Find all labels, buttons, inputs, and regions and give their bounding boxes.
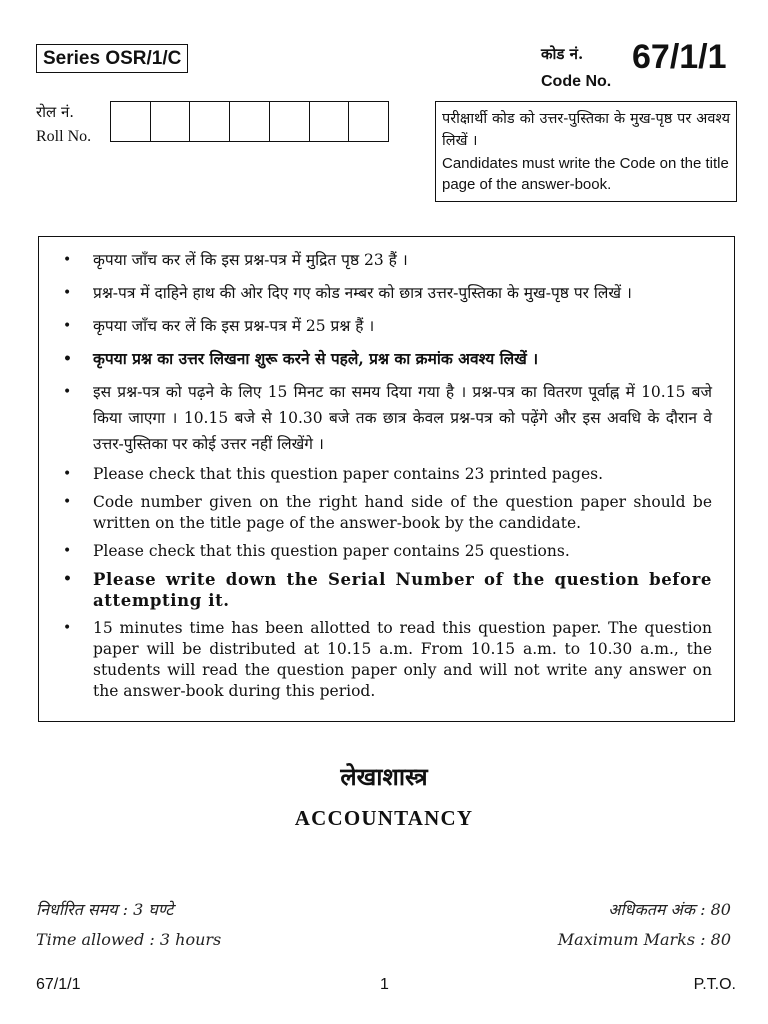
time-allowed: Time allowed : 3 hours [36,930,222,949]
instruction-text: कृपया जाँच कर लें कि इस प्रश्न-पत्र में मुद्रित पृष्ठ 23 हैं । [93,251,408,269]
instruction-text: कृपया जाँच कर लें कि इस प्रश्न-पत्र में 25 प्रश्न हैं । [93,317,375,335]
series-label: Series OSR/1/C [36,44,188,73]
instruction-item [61,618,712,702]
bullet-icon: • [63,285,72,301]
bullet-icon: • [63,571,73,587]
instruction-text: Code number given on the right hand side of the question paper should be written on the title page of the answer-book by the candidate. [93,493,712,532]
page-number: 1 [380,976,389,993]
instruction-item [61,313,712,339]
instruction-text: Please write down the Serial Number of the question before attempting it. [93,570,712,610]
roll-box[interactable] [151,102,191,142]
roll-box[interactable] [310,102,350,142]
code-number: 67/1/1 [632,38,727,76]
roll-box[interactable] [270,102,310,142]
bullet-icon: • [63,351,72,367]
subject-title-hindi: लेखाशास्त्र [340,762,428,791]
footer-code: 67/1/1 [36,976,81,993]
code-label-hindi: कोड नं. [541,45,584,63]
instruction-text: इस प्रश्न-पत्र को पढ़ने के लिए 15 मिनट का समय दिया गया है । प्रश्न-पत्र का वितरण पूर्वाह्न में 10.15 बजे किया जाएगा । 10.15 बजे से 10.30 बजे तक छात्र केवल प्रश्न-पत्र को पढ़ेंगे और इस अवधि के दौरान वे उत्तर-पुस्तिका पर कोई उत्तर नहीं लिखेंगे । [93,383,712,453]
bullet-icon: • [63,494,72,510]
code-instruction-box [435,101,737,202]
roll-box[interactable] [230,102,270,142]
maximum-marks-hindi: अधिकतम अंक : 80 [608,900,731,919]
instruction-item [61,492,712,534]
bullet-icon: • [63,466,72,482]
instruction-item [61,379,712,457]
instruction-text: 15 minutes time has been allotted to read this question paper. The question paper will be distributed at 10.15 a.m. From 10.15 a.m. to 10.30 a.m., the students will read the question paper only and will not write any answer on the answer-book during this period. [93,619,712,700]
code-note-english: Candidates must write the Code on the title page of the answer-book. [442,155,729,193]
instruction-text: प्रश्न-पत्र में दाहिने हाथ की ओर दिए गए कोड नम्बर को छात्र उत्तर-पुस्तिका के मुख-पृष्ठ पर लिखें । [93,284,632,302]
instructions-box [38,236,735,722]
time-allowed-hindi: निर्धारित समय : 3 घण्टे [36,900,174,919]
code-note-hindi: परीक्षार्थी कोड को उत्तर-पुस्तिका के मुख-पृष्ठ पर अवश्य लिखें । [442,111,730,149]
instruction-item [61,247,712,273]
instruction-item [61,569,712,611]
bullet-icon: • [63,620,72,636]
instruction-item [61,541,712,562]
roll-label-hindi: रोल नं. [36,103,75,121]
roll-number-boxes [110,101,389,142]
instruction-item [61,280,712,306]
bullet-icon: • [63,252,72,268]
instructions-list [61,247,712,702]
instruction-item [61,346,712,372]
roll-box[interactable] [349,102,389,142]
instruction-item [61,464,712,485]
roll-box[interactable] [190,102,230,142]
bullet-icon: • [63,384,72,400]
instruction-text: Please check that this question paper contains 23 printed pages. [93,465,604,483]
roll-label: Roll No. [36,128,92,145]
subject-title: ACCOUNTANCY [294,806,474,830]
pto-label: P.T.O. [693,976,736,993]
maximum-marks: Maximum Marks : 80 [557,930,731,949]
bullet-icon: • [63,543,72,559]
bullet-icon: • [63,318,72,334]
instruction-text: Please check that this question paper contains 25 questions. [93,542,570,560]
code-label: Code No. [541,73,612,90]
instruction-text: कृपया प्रश्न का उत्तर लिखना शुरू करने से पहले, प्रश्न का क्रमांक अवश्य लिखें । [93,349,539,368]
roll-box[interactable] [111,102,151,142]
